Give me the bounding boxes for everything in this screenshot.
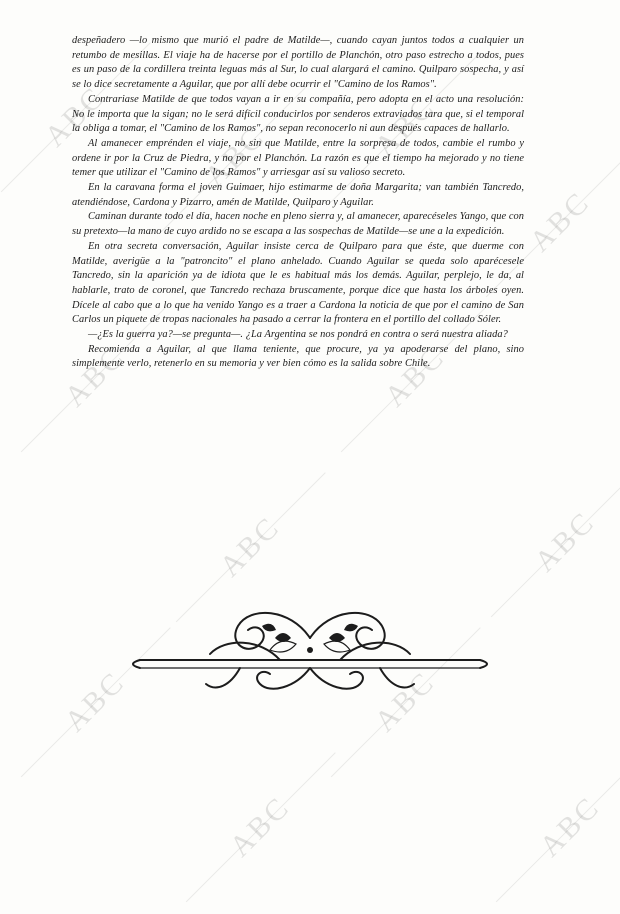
paragraph: En otra secreta conversación, Aguilar insiste cerca de Quilparo para que éste, que duerme con Matilde, averigüe a la "patroncito" el plano anhelado. Cuando Aguilar se queda solo aparécesele Tancredo, sin la aparición ya de idiota que le es habitual más los demás. Aguilar, perplejo, le da, al hablarle, trato de coronel, que Tancredo rechaza bruscamente, porque dice que hasta los árboles oyen. Dícele al cabo que a lo que ha venido Yango es a traer a Cardona la noticia de que por el camino de San Carlos un piquete de tropas nacionales ha pasado a cerrar la frontera en el portillo del collado Sóler.	[72, 240, 524, 326]
watermark: ABC	[528, 504, 602, 579]
paragraph: Caminan durante todo el día, hacen noche en pleno sierra y, al amanecer, aparecéseles Yango, que con su pretexto—la mano de cuyo ardido no se escapa a las sospechas de Matilde—se une a la expedición.	[72, 211, 524, 238]
watermark: ABC	[223, 789, 297, 864]
paragraph: Recomienda a Aguilar, al que llama teniente, que procure, ya ya apoderarse del plano, sino simplemente verlo, retenerlo en su memoria y ver bien cómo es la salida sobre Chile.	[72, 343, 524, 370]
paragraph: Contrariase Matilde de que todos vayan a ir en su compañía, pero adopta en el acto una resolución: No le importa que la sigan; no le será difícil conducirlos por senderos extraviados tara que, si el temporal la obliga a tomar, el "Camino de los Ramos", no sepan reconocerlo ni aun después capaces de hallarlo.	[72, 93, 524, 135]
watermark: ABC	[58, 339, 132, 414]
decorative-flourish-icon	[120, 598, 500, 708]
watermark: ABC	[38, 79, 112, 154]
document-body	[72, 34, 524, 372]
watermark: ABC	[198, 119, 272, 194]
paragraph: despeñadero —lo mismo que murió el padre de Matilde—, cuando cayan juntos todos a cualquier un retumbo de mesillas. El viaje ha de hacerse por el portillo de Planchón, otro paso estrecho a todos, pues es un paso de la cordillera treinta leguas más al Sur, lo cual alargará el camino. Quilparo sospecha, y así se lo dice secretamente a Aguilar, que por allí debe ocurrir el "Camino de los Ramos".	[72, 35, 524, 91]
watermark: ABC	[58, 664, 132, 739]
watermark: ABC	[523, 184, 597, 259]
watermark: ABC	[378, 339, 452, 414]
watermark: ABC	[213, 509, 287, 584]
watermark: ABC	[368, 664, 442, 739]
paragraph: Al amanecer emprénden el viaje, no sin que Matilde, entre la sorpresa de todos, cambie el rumbo y ordene ir por la Cruz de Piedra, y no por el Planchón. La razón es que el tiempo ha mejorado y no tiene temer que utilizar el "Camino de los Ramos" y arriesgar así su valioso secreto.	[72, 137, 524, 179]
paragraph: —¿Es la guerra ya?—se pregunta—. ¿La Argentina se nos pondrá en contra o será nuestra aliada?	[88, 329, 508, 341]
watermark: ABC	[368, 89, 442, 164]
watermark: ABC	[533, 789, 607, 864]
paragraph: En la caravana forma el joven Guimaer, hijo estimarme de doña Margarita; van también Tancredo, atendiéndose, Cardona y Pizarro, amén de Matilde, Quilparo y Aguilar.	[72, 182, 524, 208]
